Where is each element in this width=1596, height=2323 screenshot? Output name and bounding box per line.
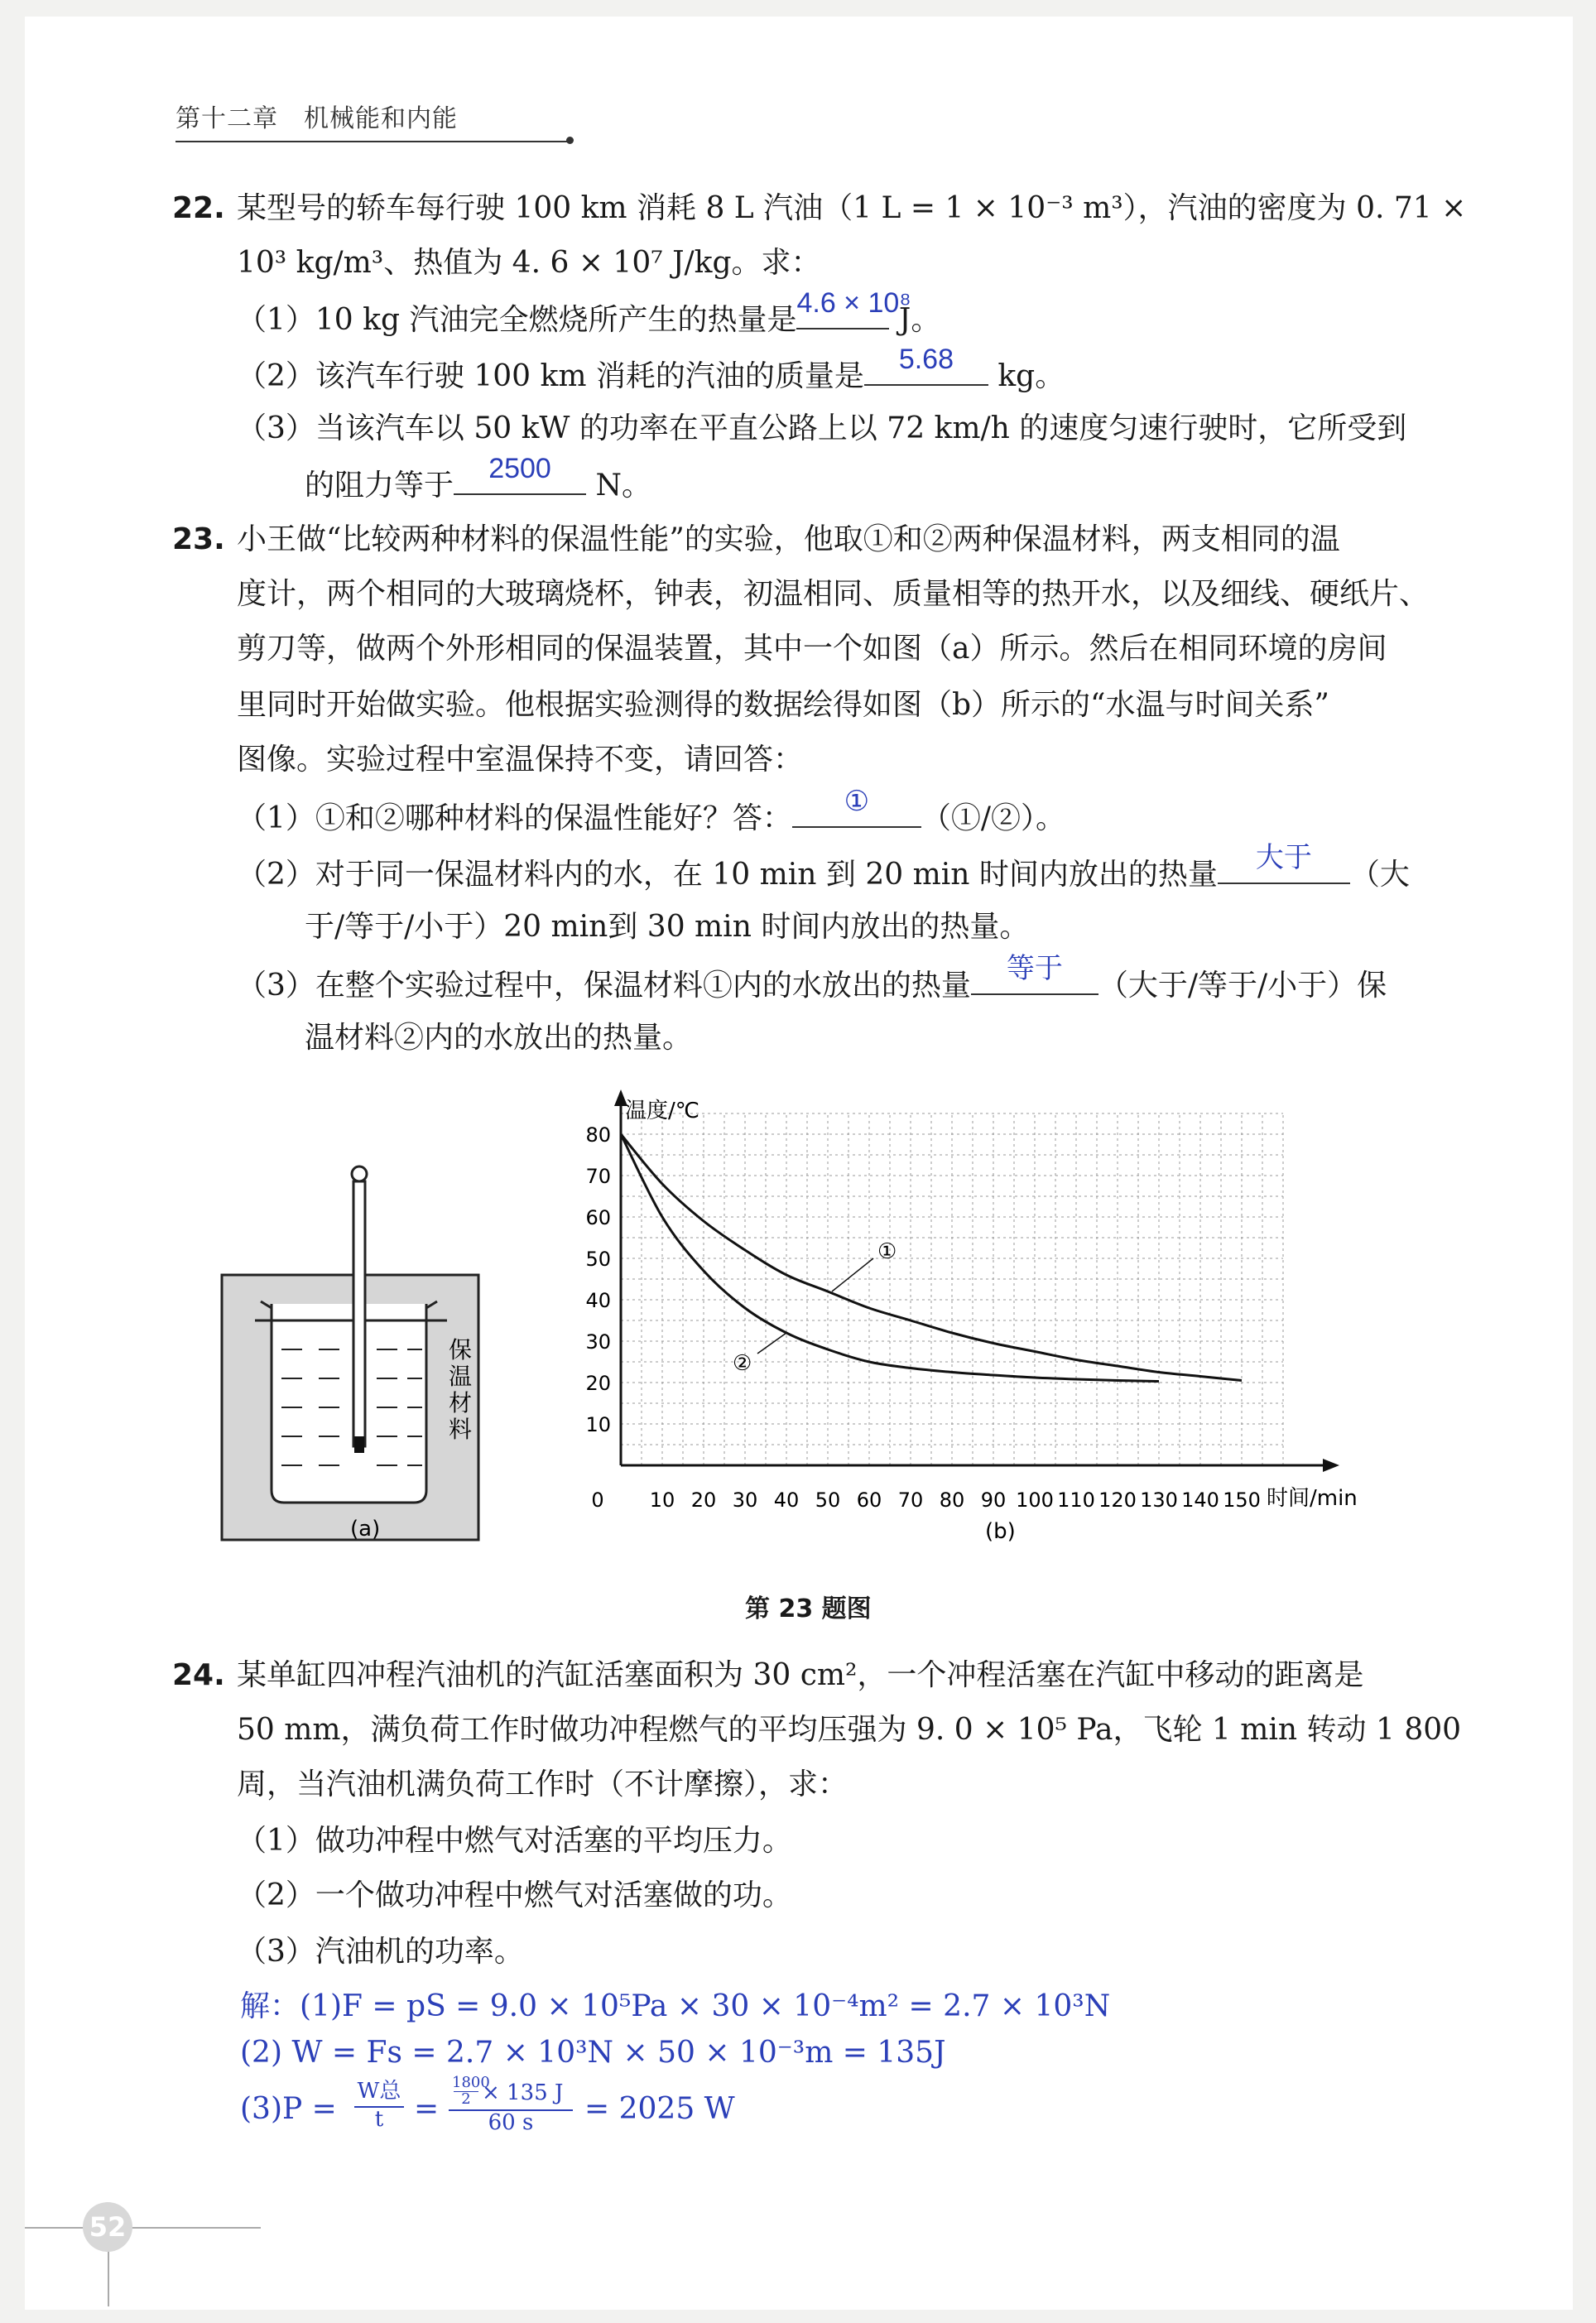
x-axis-arrow — [1323, 1459, 1339, 1472]
fraction-1-numerator: W总 — [357, 2079, 401, 2104]
x-tick-label: 80 — [939, 1489, 965, 1512]
question-22-part-2 — [237, 344, 1065, 397]
x-tick-label: 0 — [591, 1489, 604, 1512]
figure-a-label: (a) — [350, 1517, 381, 1541]
material-label-3: 材 — [449, 1389, 473, 1416]
fraction-2-inner-denominator: 2 — [461, 2090, 471, 2108]
temperature-time-chart — [538, 1085, 1416, 1565]
question-22-line-1: 某型号的轿车每行驶 100 km 消耗 8 L 汽油（1 L = 1 × 10⁻³ m³），汽油的密度为 0. 71 × — [237, 191, 1467, 225]
thermometer — [353, 1181, 365, 1446]
y-tick-label: 80 — [585, 1123, 611, 1147]
x-tick-label: 70 — [897, 1489, 924, 1512]
x-tick-label: 130 — [1140, 1489, 1178, 1512]
question-22-part-1 — [237, 287, 941, 340]
fraction-2-denominator: 60 s — [488, 2110, 534, 2135]
question-24-number: 24. — [172, 1658, 225, 1692]
question-23-part-2 — [237, 842, 1410, 895]
x-tick-label: 110 — [1057, 1489, 1095, 1512]
q22-p1-answer: 4.6 × 10⁸ — [796, 287, 911, 319]
question-22-number: 22. — [172, 191, 225, 225]
question-23-part-1 — [237, 786, 1066, 839]
figure-a-apparatus — [215, 1159, 488, 1573]
q22-p2-text: （2）该汽车行驶 100 km 消耗的汽油的质量是 — [237, 359, 864, 393]
material-label-2: 温 — [449, 1363, 473, 1390]
header-rule — [175, 141, 573, 142]
figure-caption: 第 23 题图 — [745, 1594, 872, 1623]
question-23-line-5: 图像。实验过程中室温保持不变，请回答： — [237, 743, 804, 777]
fraction-1-denominator: t — [374, 2107, 384, 2132]
q23-p3-text: （3）在整个实验过程中，保温材料①内的水放出的热量 — [237, 969, 971, 1003]
question-24-line-2: 50 mm，满负荷工作时做功冲程燃气的平均压强为 9. 0 × 10⁵ Pa，飞轮 1 min 转动 1 800 — [237, 1713, 1462, 1747]
question-23-part-2-line-2: 于/等于/小于）20 min到 30 min 时间内放出的热量。 — [305, 910, 1030, 944]
q22-p3-blank — [454, 453, 586, 495]
fraction-2-numerator-rest: × 135 J — [482, 2080, 564, 2105]
x-tick-label: 40 — [773, 1489, 800, 1512]
curve-2-leader — [757, 1333, 786, 1354]
x-tick-label: 120 — [1098, 1489, 1137, 1512]
x-tick-label: 100 — [1016, 1489, 1054, 1512]
y-tick-label: 10 — [585, 1413, 611, 1436]
y-tick-label: 30 — [585, 1330, 611, 1354]
curve-1-leader — [832, 1258, 873, 1291]
chart-axes — [614, 1089, 1339, 1472]
chart-y-axis-label: 温度/℃ — [625, 1099, 699, 1123]
y-tick-label: 20 — [585, 1372, 611, 1395]
q23-p1-options: （①/②）。 — [921, 801, 1066, 835]
material-label-1: 保 — [449, 1336, 473, 1364]
q23-p2-options: （大 — [1349, 858, 1410, 892]
question-23-part-3 — [237, 953, 1387, 1006]
question-23-line-2: 度计，两个相同的大玻璃烧杯，钟表，初温相同、质量相等的热开水，以及细线、硬纸片、 — [237, 577, 1430, 611]
material-label-4: 料 — [449, 1416, 473, 1443]
question-22-part-3-line-2 — [305, 453, 651, 506]
q22-p3-text: 的阻力等于 — [305, 469, 454, 503]
fraction-2-inner-numerator: 1800 — [452, 2074, 490, 2091]
y-tick-label: 50 — [585, 1248, 611, 1271]
q22-p2-unit: kg。 — [997, 359, 1065, 393]
figure-b-label: (b) — [985, 1519, 1016, 1544]
y-tick-label: 60 — [585, 1206, 611, 1229]
curve-2-label: ② — [733, 1351, 752, 1376]
beaker — [272, 1304, 426, 1503]
question-24-part-1: （1）做功冲程中燃气对活塞的平均压力。 — [237, 1824, 792, 1858]
question-23-line-1: 小王做“比较两种材料的保温性能”的实验，他取①和②两种保温材料，两支相同的温 — [237, 522, 1340, 556]
q23-p1-blank — [792, 786, 921, 828]
solution-line-1: 解：(1)F = pS = 9.0 × 10⁵Pa × 30 × 10⁻⁴m² = 2.7 × 10³N — [240, 1989, 1111, 2023]
q23-p2-blank — [1218, 842, 1350, 884]
question-24-part-2: （2）一个做功冲程中燃气对活塞做的功。 — [237, 1878, 792, 1912]
y-tick-label: 70 — [585, 1165, 611, 1188]
q23-p1-answer: ① — [844, 786, 870, 817]
chart-ticks — [585, 1123, 1260, 1512]
question-23-line-3: 剪刀等，做两个外形相同的保温装置，其中一个如图（a）所示。然后在相同环境的房间 — [237, 632, 1387, 666]
q23-p2-answer: 大于 — [1255, 842, 1312, 873]
chapter-header: 第十二章 机械能和内能 — [175, 104, 458, 133]
question-22-line-2: 10³ kg/m³、热值为 4. 6 × 10⁷ J/kg。求： — [237, 246, 821, 280]
chart-series — [621, 1134, 1242, 1382]
header-dot — [566, 137, 574, 144]
solution-equals: = — [414, 2092, 440, 2126]
solution-line-2: (2) W = Fs = 2.7 × 10³N × 50 × 10⁻³m = 135J — [240, 2036, 946, 2070]
q22-p1-text: （1）10 kg 汽油完全燃烧所产生的热量是 — [237, 303, 797, 337]
q23-p3-blank — [971, 953, 1098, 995]
page-number: 52 — [83, 2202, 132, 2252]
solution-p-eq: (3)P = — [240, 2092, 337, 2126]
x-tick-label: 50 — [815, 1489, 841, 1512]
q23-p3-answer: 等于 — [1006, 953, 1063, 984]
x-tick-label: 150 — [1223, 1489, 1261, 1512]
q22-p3-unit: N。 — [595, 469, 651, 503]
curve-1-label: ① — [877, 1239, 897, 1264]
thermometer-top — [352, 1166, 367, 1181]
q22-p3-answer: 2500 — [488, 453, 551, 484]
q22-p2-answer: 5.68 — [898, 344, 954, 375]
thermometer-bulb — [354, 1436, 364, 1453]
x-tick-label: 30 — [732, 1489, 758, 1512]
q22-p2-blank — [864, 344, 988, 386]
q22-p1-unit: J。 — [898, 303, 941, 337]
x-tick-label: 20 — [690, 1489, 717, 1512]
solution-result: = 2025 W — [584, 2092, 735, 2126]
question-24-line-1: 某单缸四冲程汽油机的汽缸活塞面积为 30 cm²，一个冲程活塞在汽缸中移动的距离是 — [237, 1658, 1364, 1692]
question-24-line-3: 周，当汽油机满负荷工作时（不计摩擦），求： — [237, 1768, 848, 1801]
q22-p1-blank — [796, 287, 911, 329]
chart-grid — [621, 1113, 1283, 1465]
x-tick-label: 10 — [649, 1489, 675, 1512]
q23-p3-options: （大于/等于/小于）保 — [1098, 969, 1387, 1003]
q23-p2-text: （2）对于同一保温材料内的水，在 10 min 到 20 min 时间内放出的热量 — [237, 858, 1218, 892]
question-23-number: 23. — [172, 522, 225, 556]
chart-x-axis-label: 时间/min — [1267, 1486, 1358, 1511]
x-tick-label: 60 — [856, 1489, 882, 1512]
question-23-part-3-line-2: 温材料②内的水放出的热量。 — [305, 1021, 693, 1055]
q23-p1-text: （1）①和②哪种材料的保温性能好？答： — [237, 801, 792, 835]
footer-rule — [25, 2227, 261, 2229]
question-23-line-4: 里同时开始做实验。他根据实验测得的数据绘得如图（b）所示的“水温与时间关系” — [237, 688, 1329, 722]
question-22-part-3-line-1: （3）当该汽车以 50 kW 的功率在平直公路上以 72 km/h 的速度匀速行驶时，它所受到 — [237, 411, 1407, 445]
y-tick-label: 40 — [585, 1289, 611, 1312]
question-24-part-3: （3）汽油机的功率。 — [237, 1935, 524, 1969]
x-tick-label: 90 — [980, 1489, 1007, 1512]
x-tick-label: 140 — [1181, 1489, 1219, 1512]
